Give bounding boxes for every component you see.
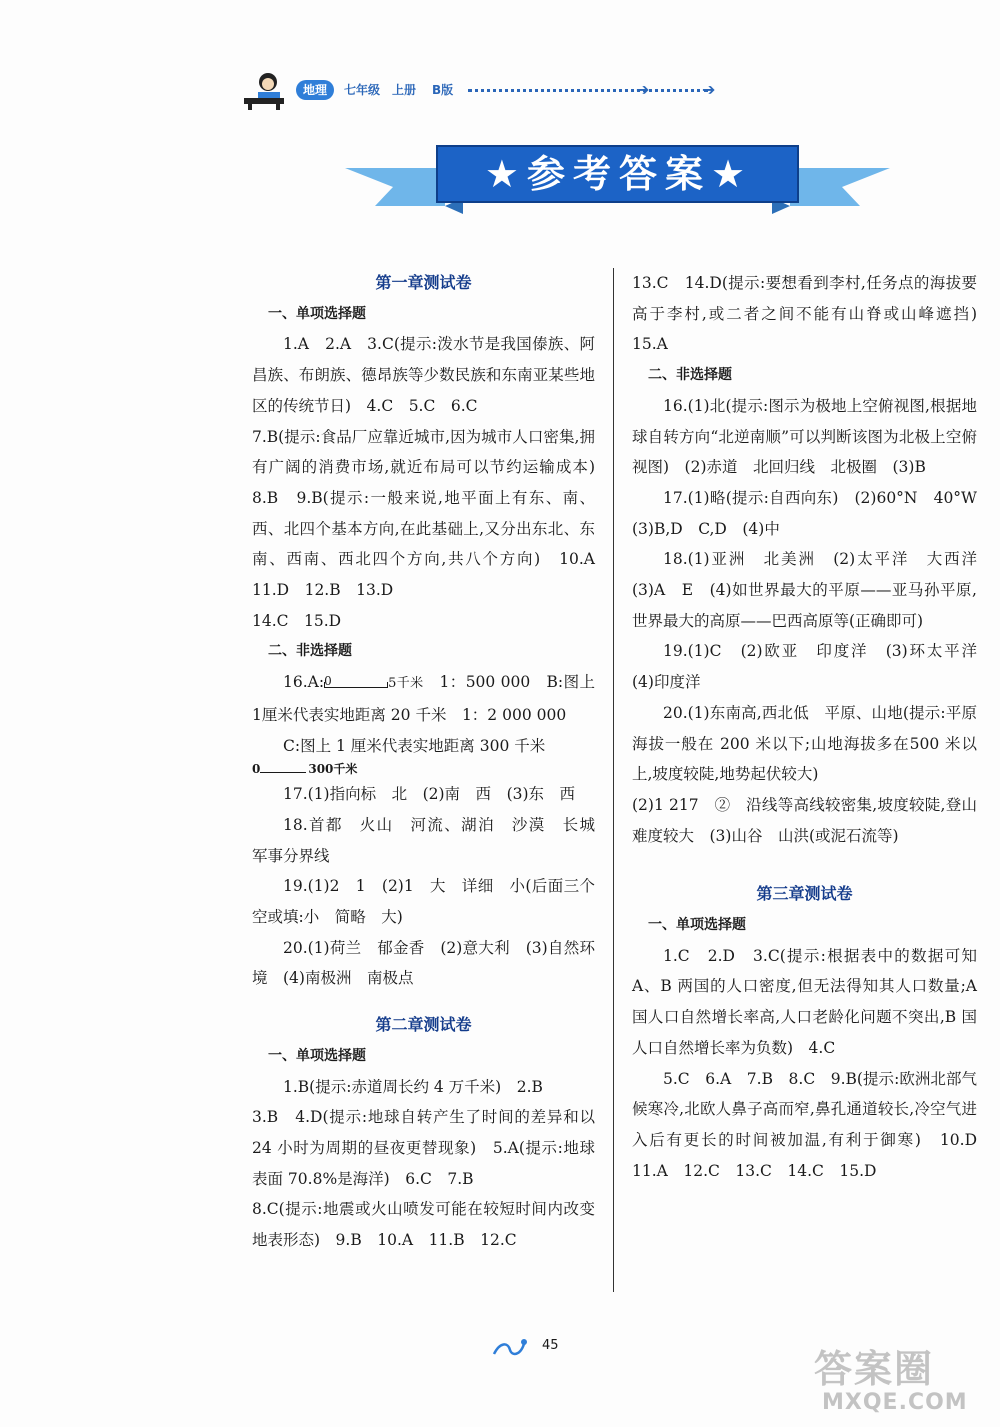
chapter1-section1-heading: 一、单项选择题: [268, 305, 366, 322]
chapter1-q16: [252, 667, 595, 730]
chapter1-section2-heading: 二、非选择题: [268, 643, 352, 660]
chapter1-answers-2: 7.B(提示:食品厂应靠近城市,因为城市人口密集,拥有广阔的消费市场,就近布局可以节约运输成本) 8.B 9.B(提示:一般来说,地平面上有东、南、西、北四个基本方向,在此基础上,又分出东北、东南、西南、西北四个方向,共八个方向) 10.A 11.D 12.B 13.D: [252, 427, 611, 600]
chapter2-q18: 18.(1)亚洲 北美洲 (2)太平洋 大西洋 (3)A E (4)如世界最大的平原——亚马孙平原,世界最大的高原——巴西高原等(正确即可): [632, 550, 993, 630]
mascot-icon: [240, 70, 292, 110]
chapter2-q17: 17.(1)略(提示:自西向东) (2)60°N 40°W (3)B,D C,D (4)中: [632, 488, 993, 538]
chapter2-q19: 19.(1)C (2)欧亚 印度洋 (3)环太平洋 (4)印度洋: [632, 642, 993, 692]
grade-label: 七年级: [344, 83, 381, 97]
q16-text: 1：500 000 B:图上1厘米代表实地距离 20 千米 1：2 000 000: [252, 673, 595, 724]
chapter2-q20b: (2)1 217 ② 沿线等高线较密集,坡度较陡,登山难度较大 (3)山谷 山洪(或泥石流等): [632, 795, 977, 845]
chapter3-title: 第三章测试卷: [756, 884, 853, 904]
edition-label: B版: [432, 83, 454, 97]
answer-banner: [345, 140, 890, 215]
scale-bar-300km: [252, 761, 595, 779]
chapter2-answers-2: 3.B 4.D(提示:地球自转产生了时间的差异和以 24 小时为周期的昼夜更替现象) 5.A(提示:地球表面 70.8%是海洋) 6.C 7.B: [252, 1108, 595, 1188]
arrow-right-icon: ➔: [702, 80, 716, 99]
watermark-url: MXQE.COM: [822, 1390, 968, 1415]
chapter3-answers-2: 5.C 6.A 7.B 8.C 9.B(提示:欧洲北部气候寒冷,北欧人鼻子高而窄,鼻孔通道较长,冷空气进入后有更长的时间被加温,有利于御寒) 10.D 11.A 12.C 13.C 14.C 15.D: [632, 1069, 993, 1180]
q16-prefix: 16.A:: [283, 673, 325, 692]
scale2-zero: 0: [252, 762, 261, 777]
chapter2-title: 第二章测试卷: [375, 1015, 472, 1035]
footer-swirl-icon: [490, 1334, 530, 1360]
right-column: [632, 268, 993, 1186]
chapter1-answers-3: 14.C 15.D: [252, 611, 342, 630]
chapter1-q18: 18.首都 火山 河流、湖泊 沙漠 长城 军事分界线: [252, 815, 611, 865]
scale2-label: 300千米: [308, 762, 358, 777]
scale-bar-graphic: [324, 676, 388, 690]
dotted-line: [468, 89, 708, 92]
chapter1-q19: 19.(1)2 1 (2)1 大 详细 小(后面三个空或填:小 简略 大): [252, 877, 595, 927]
arrow-right-icon: ➔: [636, 80, 650, 99]
column-divider: [613, 268, 614, 1292]
chapter2-q20: 20.(1)东南高,西北低 平原、山地(提示:平原海拔一般在 200 米以下;山地海拔多在500 米以上,坡度较陡,地势起伏较大): [632, 703, 977, 784]
chapter2-answers-4: 13.C 14.D(提示:要想看到李村,任务点的海拔要高于李村,或二者之间不能有山脊或山峰遮挡) 15.A: [632, 274, 993, 354]
chapter3-answers-1: 1.C 2.D 3.C(提示:根据表中的数据可知 A、B 两国的人口密度,但无法得知其人口数量;A 国人口自然增长率高,人口老龄化问题不突出,B 国人口自然增长率为负数) 4.C: [632, 946, 977, 1057]
subject-badge: 地理: [296, 80, 334, 100]
left-column: [252, 268, 611, 1256]
chapter2-q16: 16.(1)北(提示:图示为极地上空俯视图,根据地球自转方向“北逆南顺”可以判断该图为北极上空俯视图) (2)赤道 北回归线 北极圈 (3)B: [632, 396, 977, 477]
volume-label: 上册: [392, 83, 417, 97]
watermark-text: 答案圈: [814, 1347, 935, 1391]
chapter2-answers-3: 8.C(提示:地震或火山喷发可能在较短时间内改变地表形态) 9.B 10.A 11.B 12.C: [252, 1200, 595, 1250]
page-number: 45: [542, 1338, 559, 1353]
chapter1-answers-1: 1.A 2.A 3.C(提示:泼水节是我国傣族、阿昌族、布朗族、德昂族等少数民族和东南亚某些地区的传统节日) 4.C 5.C 6.C: [252, 335, 595, 415]
chapter2-section1-heading: 一、单项选择题: [268, 1047, 366, 1064]
chapter1-q16c: C:图上 1 厘米代表实地距离 300 千米: [283, 736, 546, 755]
page-header: [240, 70, 740, 110]
scale-label: 5千米: [388, 676, 424, 692]
chapter1-q20: 20.(1)荷兰 郁金香 (2)意大利 (3)自然环境 (4)南极洲 南极点: [252, 938, 595, 988]
chapter1-q17: 17.(1)指向标 北 (2)南 西 (3)东 西: [283, 785, 576, 804]
scale-zero: 0: [324, 674, 332, 689]
banner-title: ★参考答案★: [484, 152, 754, 196]
chapter1-title: 第一章测试卷: [375, 273, 472, 292]
chapter2-section2-heading: 二、非选择题: [648, 367, 732, 384]
chapter3-section1-heading: 一、单项选择题: [648, 917, 746, 934]
chapter2-answers-1: 1.B(提示:赤道周长约 4 万千米) 2.B: [283, 1077, 543, 1096]
